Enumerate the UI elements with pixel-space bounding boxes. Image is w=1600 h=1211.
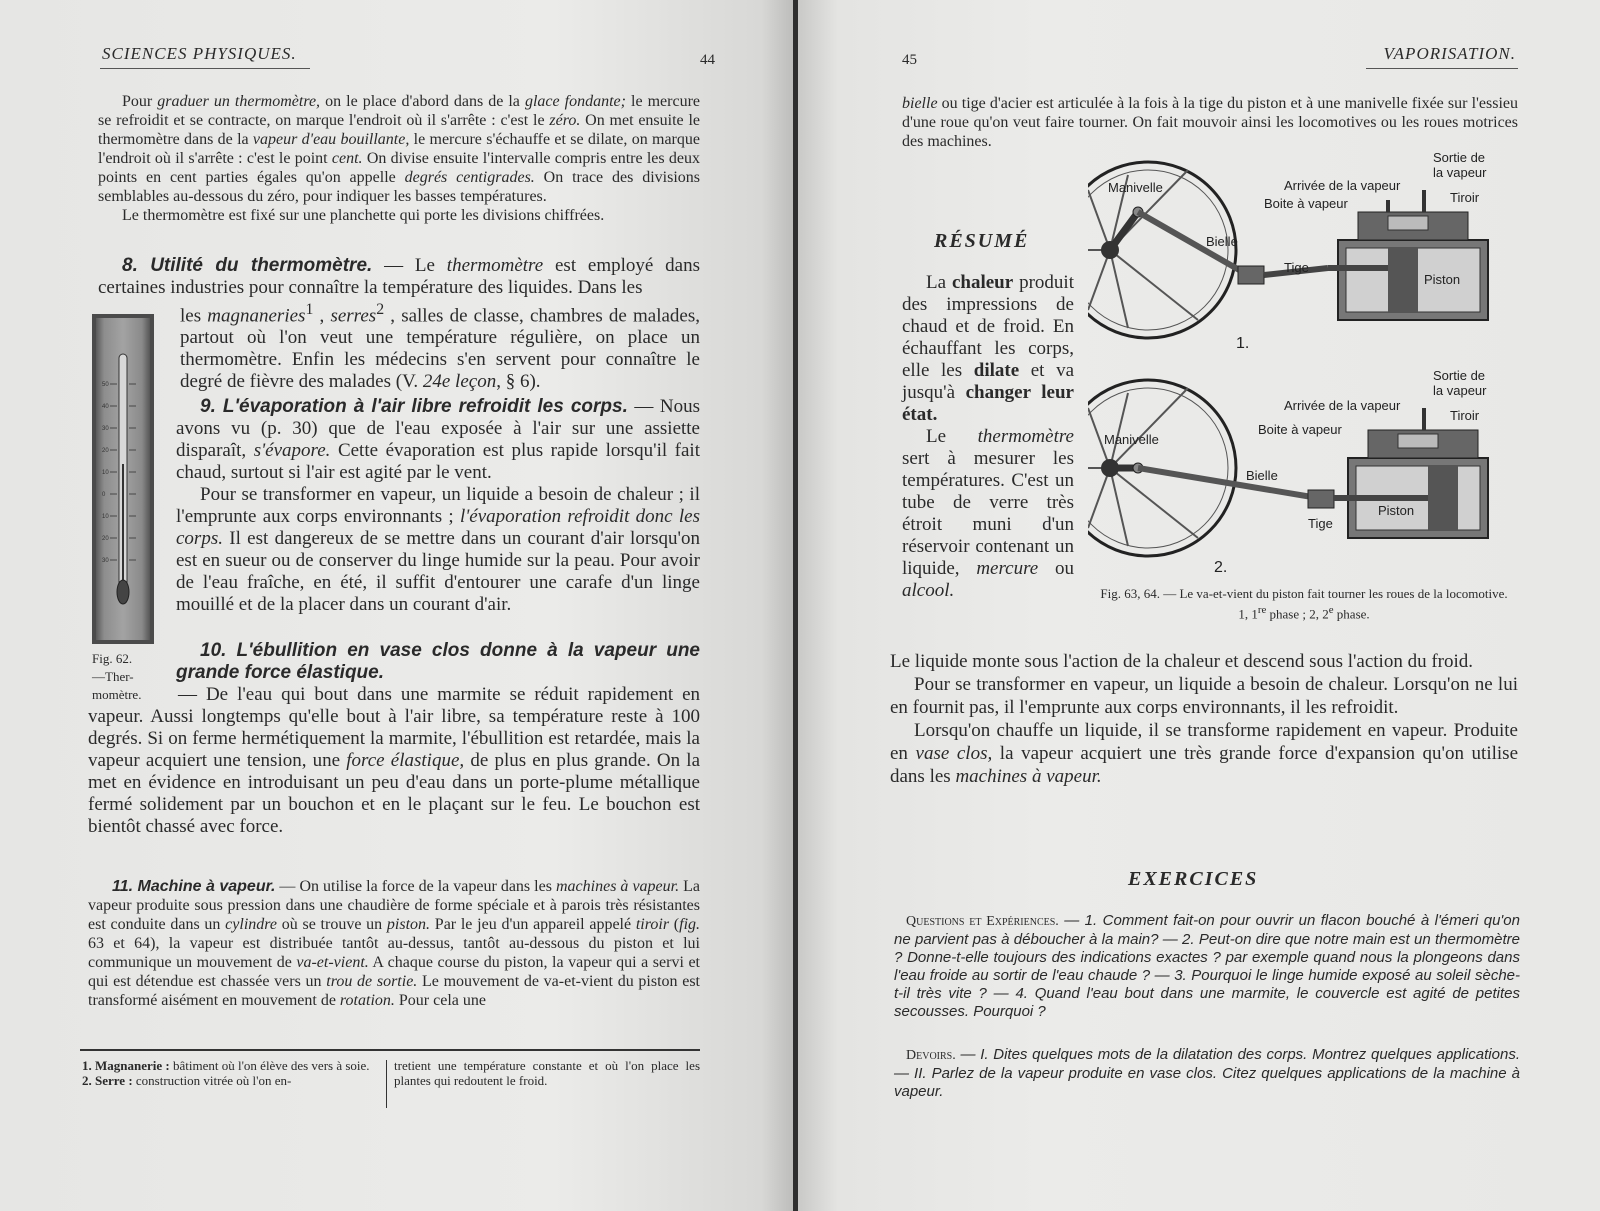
label-num: 1. xyxy=(1236,335,1250,352)
label-sortie-1: Sortie de xyxy=(1433,150,1486,165)
label-tiroir: Tiroir xyxy=(1450,190,1480,205)
thermometer-icon xyxy=(92,314,154,644)
section-9: 9. L'évaporation à l'air libre refroidit les corps. — Nous avons vu (p. 30) que de l'eau exposée à l'air sur une assiette disparaît, s'évapore. Cette évaporation est plus rapide lorsqu'il fait chaud, surtout si l'air est agité par le vent. Pour se transformer en vapeur, un liquide a besoin de chaleur ; il l'emprunte aux corps environnants ; l'évaporation refroidit donc les corps. Il est dangereux de se mettre dans un courant d'air lorsqu'on est en sueur ou de conserver du linge humide sur la peau. Pour avoir de l'eau fraîche, en été, il suffit d'entourer une carafe d'un linge mouillé et de la placer dans un courant d'air. xyxy=(176,396,700,615)
section-10-head xyxy=(176,640,700,684)
section-11: 11. Machine à vapeur. — On utilise la force de la vapeur dans les machines à vapeur. La vapeur produite sous pression dans une chaudière de forme spéciale et à parois très résistantes est conduite dans un cylindre où se trouve un piston. Par le jeu d'un appareil appelé tiroir (fig. 63 et 64), la vapeur est distribuée tantôt au-dessus, tantôt au-dessous du piston et lui communique un mouvement de va-et-vient. A chaque course du piston, la vapeur qui a servi et qui est détendue est chassée vers un trou de sortie. Le mouvement de va-et-vient du piston est transformé aisément en mouvement de rotation. Pour cela une xyxy=(88,878,701,1009)
page-number: 44 xyxy=(700,52,715,68)
scale-label: 10 xyxy=(102,470,109,476)
scale-label: 20 xyxy=(102,536,109,542)
footnote-rule xyxy=(80,1049,700,1051)
footnote-left: 1. Magnanerie : bâtiment où l'on élève des vers à soie. 2. Serre : construction vitrée où l'on en- xyxy=(82,1058,370,1088)
resume-col: La chaleur produit des impressions de chaud et de froid. En échauffant les corps, elle les dilate et va jusqu'à changer leur état. Le thermomètre sert à mesurer les températures. C'est un tube de verre très étroit muni d'un réservoir contenant un liquide, mercure ou alcool. xyxy=(902,272,1074,601)
label-tige: Tige xyxy=(1284,260,1309,275)
label-sortie-1: Sortie de xyxy=(1433,368,1486,383)
label-boite: Boite à vapeur xyxy=(1264,196,1348,211)
scale-label: 30 xyxy=(102,558,109,564)
label-num: 2. xyxy=(1214,559,1228,576)
running-header: SCIENCES PHYSIQUES. xyxy=(102,44,297,63)
footnote-right: tretient une température constante et où l'on place les plantes qui redoutent le froid. xyxy=(394,1058,700,1088)
label-tiroir: Tiroir xyxy=(1450,408,1480,423)
label-arrivee: Arrivée de la vapeur xyxy=(1284,398,1401,413)
scale-label: 10 xyxy=(102,514,109,520)
label-arrivee: Arrivée de la vapeur xyxy=(1284,178,1401,193)
scale-label: 30 xyxy=(102,426,109,432)
thermometer-figure xyxy=(92,314,154,644)
steam-engine-diagram-2 xyxy=(1088,368,1528,578)
left-page xyxy=(0,0,793,1211)
running-header: VAPORISATION. xyxy=(1383,44,1516,63)
scale-label: 20 xyxy=(102,448,109,454)
exercices-title: EXERCICES xyxy=(1128,868,1259,890)
header-rule xyxy=(100,68,310,69)
label-piston: Piston xyxy=(1378,503,1415,518)
section-9-title: 9. L'évaporation à l'air libre refroidit les corps. xyxy=(200,396,628,417)
header-rule xyxy=(1366,68,1518,69)
fig62-caption: Fig. 62. —Ther- momètre. xyxy=(92,651,142,702)
section-8-head: 8. Utilité du thermomètre. — Le thermomètre est employé dans certaines industries pour connaître la température des liquides. Dans les xyxy=(98,255,700,298)
section-11-title: 11. Machine à vapeur. xyxy=(112,878,276,895)
label-sortie-2: la vapeur xyxy=(1433,383,1487,398)
scale-label: 50 xyxy=(102,382,109,388)
label-tige: Tige xyxy=(1308,516,1333,531)
resume-title: RÉSUMÉ xyxy=(934,230,1030,252)
label-manivelle: Manivelle xyxy=(1108,180,1163,195)
resume-continued: Le liquide monte sous l'action de la chaleur et descend sous l'action du froid. Pour se transformer en vapeur, un liquide a besoin de chaleur. Lorsqu'on ne lui en fournit pas, il l'emprunte aux corps environnants, il les refroidit. Lorsqu'on chauffe un liquide, il se transforme rapidement en vapeur. Produite en vase clos, la vapeur acquiert une très grande force d'expansion qu'on utilise dans les machines à vapeur. xyxy=(890,651,1518,787)
label-bielle: Bielle xyxy=(1246,468,1278,483)
fig63-64-caption: Fig. 63, 64. — Le va-et-vient du piston fait tourner les roues de la locomotive. 1, 1re phase ; 2, 2e phase. xyxy=(1100,586,1508,622)
scale-label: 0 xyxy=(102,492,106,498)
questions-block: Questions et Expériences. — 1. Comment fait-on pour ouvrir un flacon bouché à l'émeri qu'on ne parvient pas à déboucher à la main? — 2. Peut-on dire que notre main est un thermomètre ? Donne-t-elle toujours des indications exactes ? par exemple quand nous la plongeons dans l'eau froide au sortir de l'eau chaude ? — 3. Pourquoi le linge humide exposé au soleil sèche-t-il très vite ? — 4. Quand l'eau bout dans une marmite, le couvercle est agité de petites secousses. Pourquoi ? xyxy=(894,912,1520,1020)
scale-label: 40 xyxy=(102,404,109,410)
paragraph-graduer: Pour graduer un thermomètre, on le place d'abord dans de la glace fondante; le mercure se refroidit et se contracte, on marque l'endroit où il s'arrête : c'est le zéro. On met ensuite le thermomètre dans de la vapeur d'eau bouillante, le mercure s'échauffe et se dilate, on marque l'endroit où il s'arrête : c'est le point cent. On divise ensuite l'intervalle compris entre les deux points en cent parties égales qu'on appelle degrés centigrades. On trace des divisions semblables au-dessous du zéro, pour indiquer les basses températures. Le thermomètre est fixé sur une planchette qui porte les divisions chiffrées. xyxy=(98,93,700,224)
label-bielle: Bielle xyxy=(1206,234,1238,249)
footnote-divider xyxy=(386,1060,387,1108)
section-8-body: les magnaneries$^1$ , serres$^2$ , salles de classe, chambres de malades, partout où l'on veut une température régulière, on place un thermomètre. Enfin les médecins s'en servent pour connaître le degré de fièvre des malades (V. 24e leçon, § 6). xyxy=(180,301,701,393)
label-piston: Piston xyxy=(1424,272,1461,287)
section-10-body: — De l'eau qui bout dans une marmite se réduit rapidement en vapeur. Aussi longtemps qu'elle bout à l'air libre, sa température reste à 100 degrés. Si on ferme hermétiquement la marmite, l'ébullition est retardée, mais la vapeur acquiert une tension, une force élastique, de plus en plus grande. On la met en évidence en introduisant un peu d'eau dans un porte-plume métallique fermé solidement par un bouchon et en le plaçant sur le feu. Le bouchon est bientôt chassé avec force. xyxy=(88,684,700,837)
steam-engine-diagram-1 xyxy=(1088,150,1528,360)
label-manivelle: Manivelle xyxy=(1104,432,1159,447)
section-10-title: 10. L'ébullition en vase clos donne à la vapeur une grande force élastique. xyxy=(176,640,700,683)
right-page xyxy=(798,0,1600,1211)
label-boite: Boite à vapeur xyxy=(1258,422,1342,437)
intro-full: bielle ou tige d'acier est articulée à la fois à la tige du piston et à une manivelle fixée sur l'essieu d'une roue qu'on veut faire tourner. On fait mouvoir ainsi les locomotives ou les roues motrices des machines. xyxy=(902,95,1518,150)
section-8-title: 8. Utilité du thermomètre. xyxy=(122,255,373,276)
page-number: 45 xyxy=(902,52,917,68)
devoirs-block: Devoirs. — I. Dites quelques mots de la dilatation des corps. Montrez quelques applications. — II. Parlez de la vapeur produite en vase clos. Citez quelques applications de la machine à vapeur. xyxy=(894,1046,1520,1100)
label-sortie-2: la vapeur xyxy=(1433,165,1487,180)
